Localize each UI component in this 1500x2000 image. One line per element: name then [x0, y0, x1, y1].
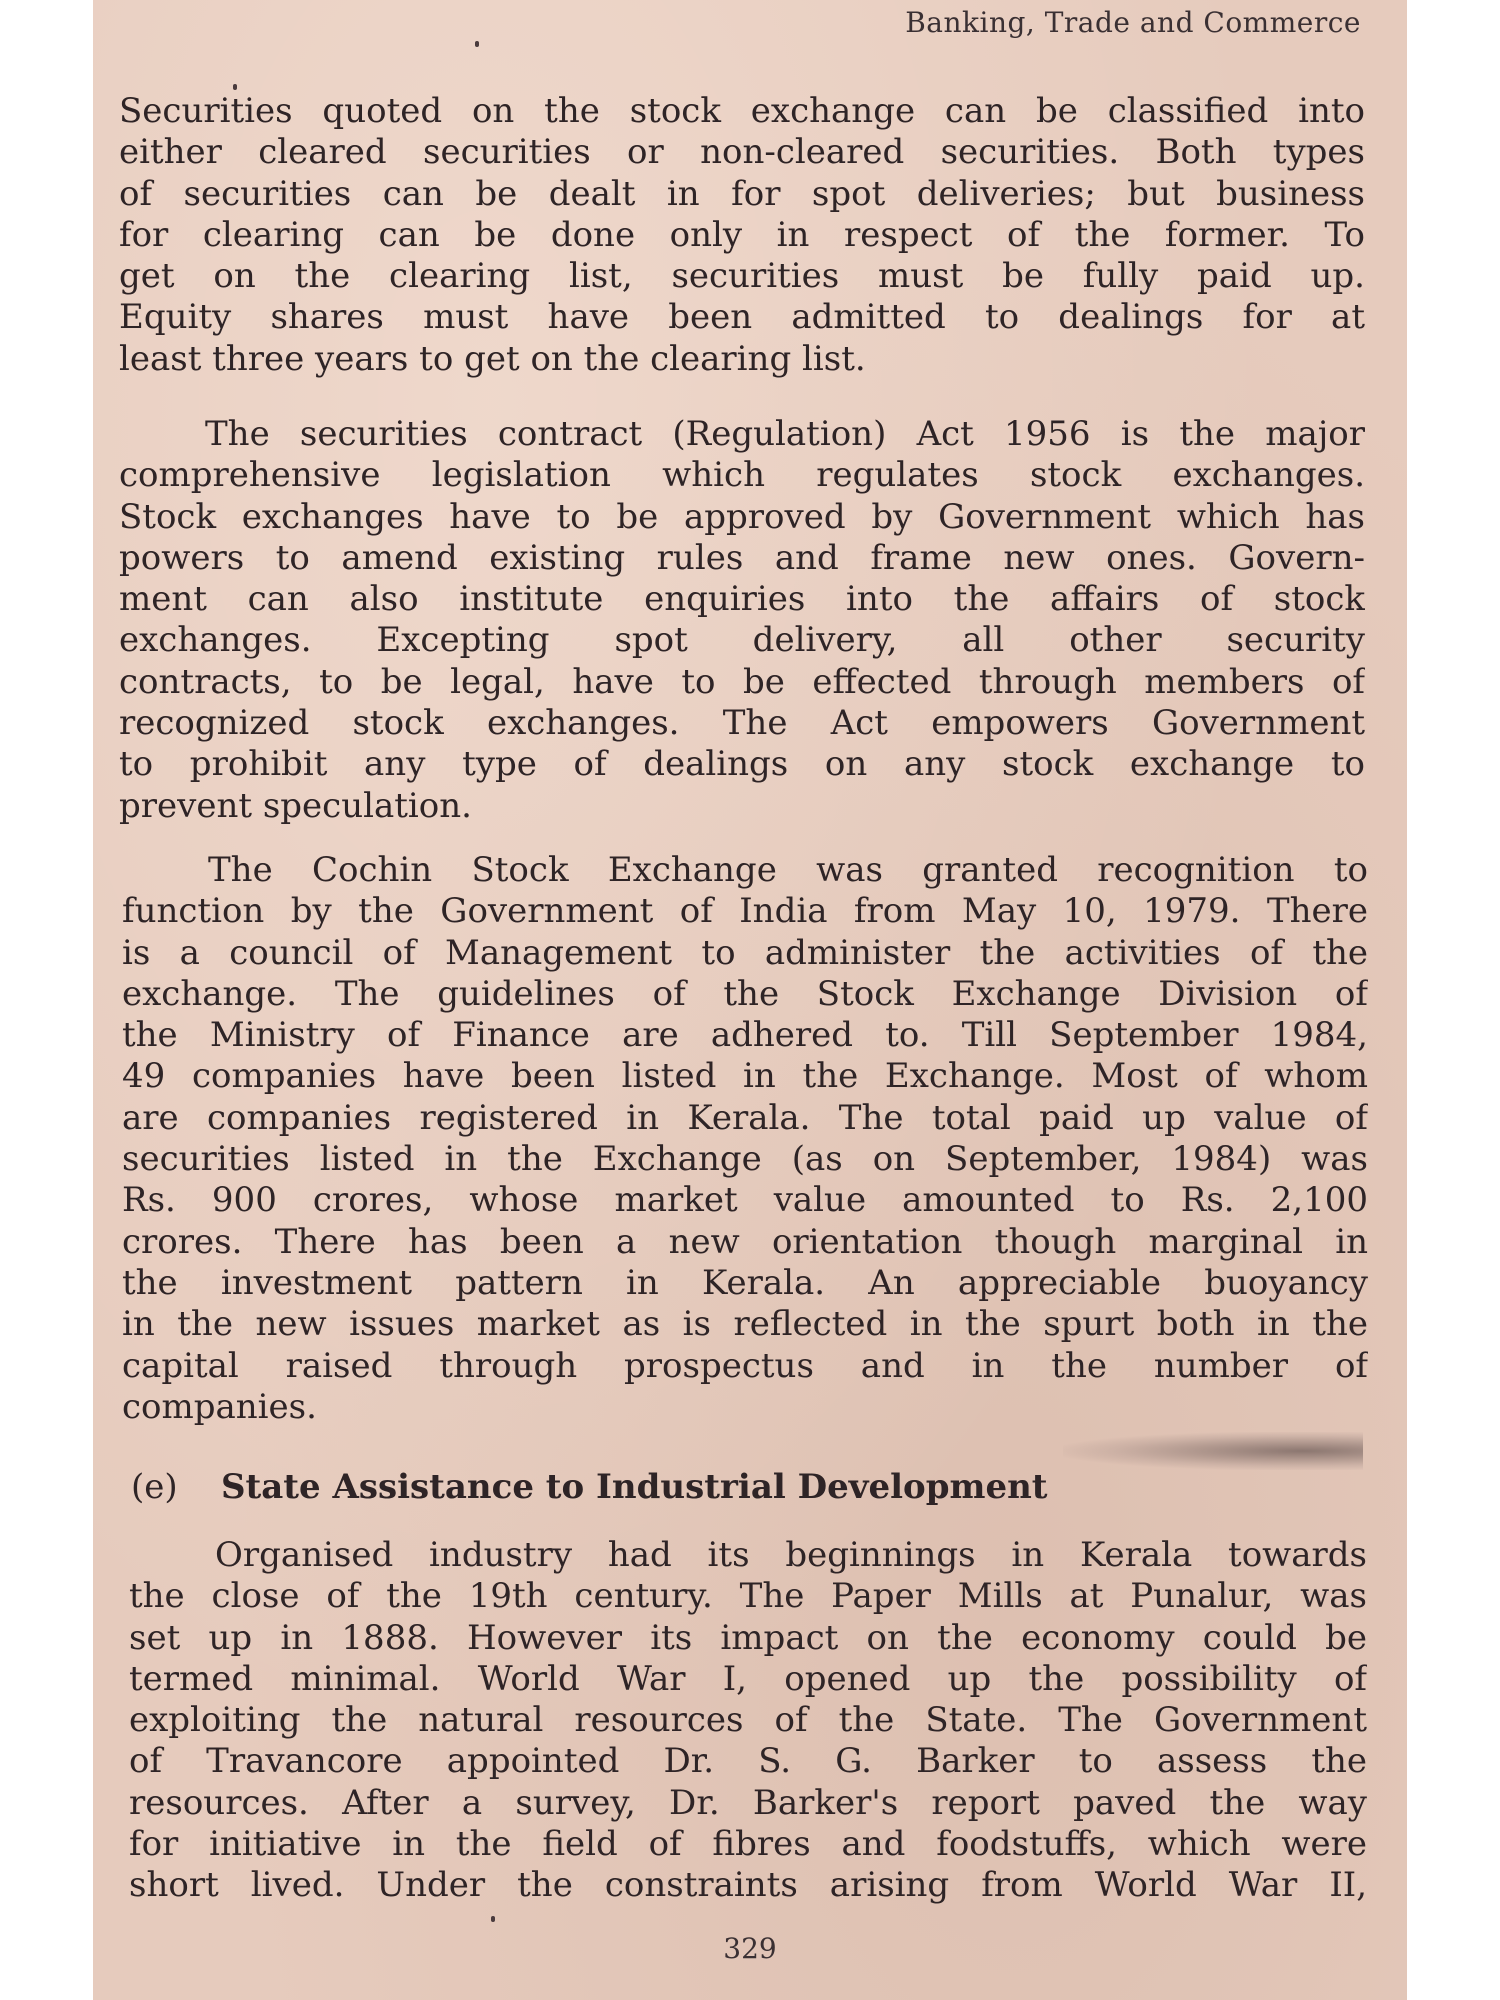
text-line: resources. After a survey, Dr. Barker's report paved the way — [129, 1782, 1367, 1823]
text-line: either cleared securities or non-cleared securities. Both types — [119, 132, 1365, 173]
text-line: for initiative in the field of fibres and foodstuffs, which were — [129, 1824, 1367, 1865]
ink-smudge — [1063, 1432, 1363, 1470]
text-line: short lived. Under the constraints arising from World War II, — [129, 1865, 1367, 1906]
ink-speck — [491, 1916, 495, 1922]
paragraph-cochin-stock-exchange — [122, 850, 1368, 1428]
document-page — [93, 0, 1407, 2000]
text-line: contracts, to be legal, have to be effected through members of — [119, 661, 1365, 702]
text-line: Equity shares must have been admitted to dealings for at — [119, 297, 1365, 338]
running-head: Banking, Trade and Commerce — [905, 6, 1361, 39]
text-line: comprehensive legislation which regulates stock exchanges. — [119, 455, 1365, 496]
text-line: ment can also institute enquiries into the affairs of stock — [119, 579, 1365, 620]
section-title: State Assistance to Industrial Development — [221, 1467, 1048, 1507]
text-line: to prohibit any type of dealings on any stock exchange to — [119, 744, 1365, 785]
text-line: the close of the 19th century. The Paper Mills at Punalur, was — [129, 1576, 1367, 1617]
ink-speck — [475, 41, 479, 47]
text-line: termed minimal. World War I, opened up the possibility of — [129, 1658, 1367, 1699]
ink-speck — [233, 84, 237, 90]
paragraph-securities-classification — [119, 91, 1365, 380]
text-line: The Cochin Stock Exchange was granted recognition to — [208, 850, 1368, 890]
text-line: prevent speculation. — [119, 785, 472, 826]
text-line: companies. — [122, 1386, 317, 1427]
text-line: securities listed in the Exchange (as on September, 1984) was — [122, 1139, 1368, 1180]
text-line: The securities contract (Regulation) Act 1956 is the major — [205, 414, 1365, 454]
text-line: get on the clearing list, securities must be fully paid up. — [119, 256, 1365, 297]
text-line: set up in 1888. However its impact on the economy could be — [129, 1617, 1367, 1658]
text-line: least three years to get on the clearing list. — [119, 338, 866, 379]
paragraph-securities-act — [119, 414, 1365, 827]
text-line: is a council of Management to administer the activities of the — [122, 932, 1368, 973]
text-line: crores. There has been a new orientation though marginal in — [122, 1221, 1368, 1262]
section-label: (e) — [131, 1467, 178, 1507]
text-line: are companies registered in Kerala. The total paid up value of — [122, 1097, 1368, 1138]
text-line: the Ministry of Finance are adhered to. Till September 1984, — [122, 1015, 1368, 1056]
text-line: in the new issues market as is reflected in the spurt both in the — [122, 1304, 1368, 1345]
text-line: exploiting the natural resources of the State. The Government — [129, 1700, 1367, 1741]
page-number: 329 — [723, 1932, 777, 1965]
text-line: exchanges. Excepting spot delivery, all other security — [119, 620, 1365, 661]
text-line: recognized stock exchanges. The Act empowers Government — [119, 703, 1365, 744]
paragraph-industrial-development — [129, 1535, 1367, 1907]
section-heading — [131, 1467, 1048, 1507]
text-line: function by the Government of India from May 10, 1979. There — [122, 891, 1368, 932]
text-line: Rs. 900 crores, whose market value amounted to Rs. 2,100 — [122, 1180, 1368, 1221]
text-line: of Travancore appointed Dr. S. G. Barker to assess the — [129, 1741, 1367, 1782]
text-line: exchange. The guidelines of the Stock Exchange Division of — [122, 973, 1368, 1014]
text-line: of securities can be dealt in for spot deliveries; but business — [119, 173, 1365, 214]
text-line: Stock exchanges have to be approved by Government which has — [119, 496, 1365, 537]
text-line: capital raised through prospectus and in the number of — [122, 1345, 1368, 1386]
text-line: powers to amend existing rules and frame new ones. Govern- — [119, 537, 1365, 578]
text-line: Securities quoted on the stock exchange can be classified into — [119, 91, 1365, 131]
text-line: Organised industry had its beginnings in Kerala towards — [215, 1535, 1367, 1575]
text-line: for clearing can be done only in respect of the former. To — [119, 214, 1365, 255]
text-line: the investment pattern in Kerala. An appreciable buoyancy — [122, 1262, 1368, 1303]
text-line: 49 companies have been listed in the Exchange. Most of whom — [122, 1056, 1368, 1097]
